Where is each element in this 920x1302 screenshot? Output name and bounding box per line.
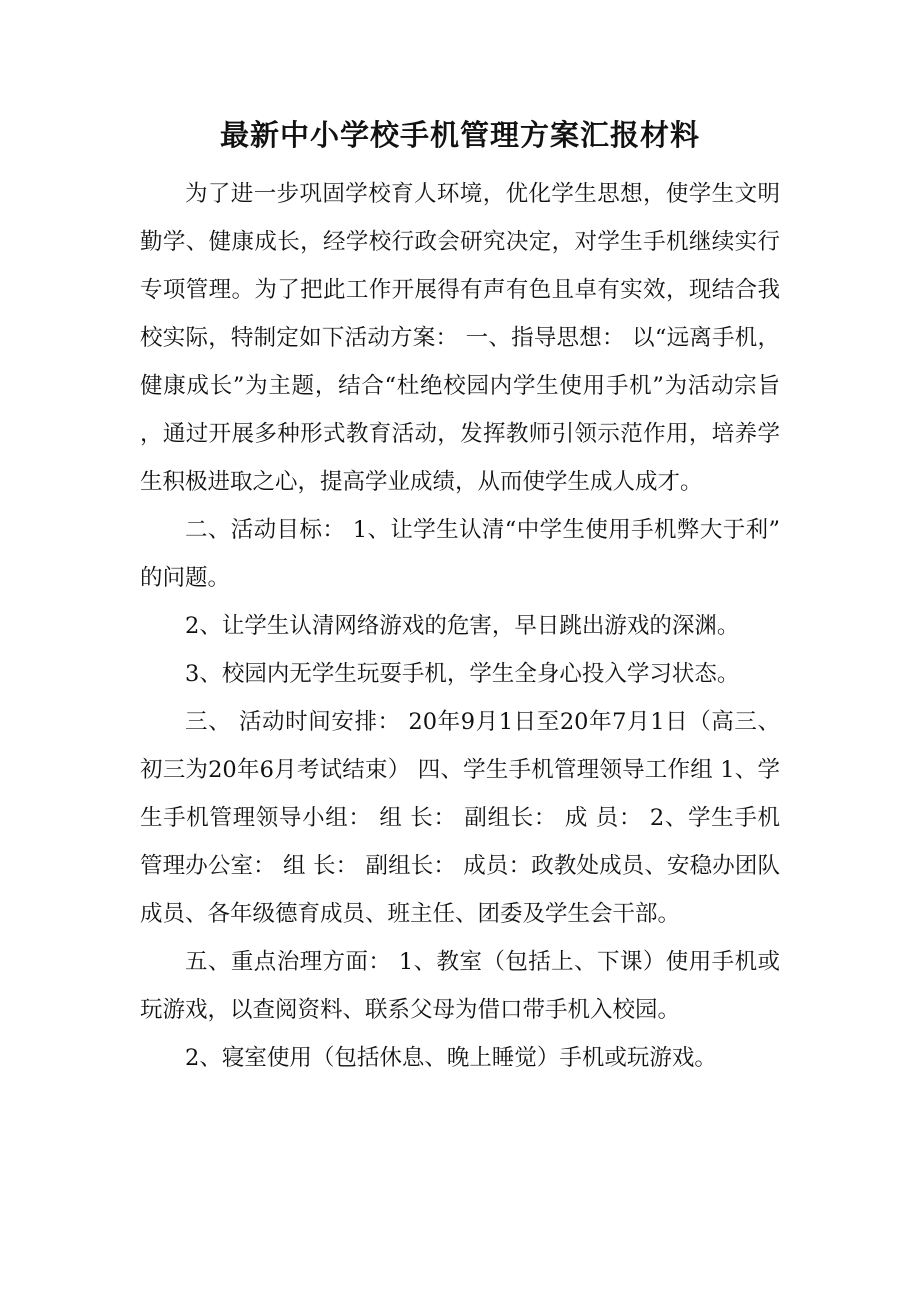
- paragraph-key-areas: 五、重点治理方面： 1、教室（包括上、下课）使用手机或玩游戏，以查阅资料、联系父母为借口带手机入校园。: [140, 949, 780, 1023]
- paragraph-schedule-and-team: 三、 活动时间安排： 20年9月1日至20年7月1日（高三、初三为20年6月考试结束） 四、学生手机管理领导工作组 1、学生手机管理领导小组： 组 长： 副组长： 成 员： 2、学生手机管理办公室： 组 长： 副组长： 成员：政教处成员、安稳办团队成员、各年级德育成员、班主任、团委及学生会干部。: [140, 709, 780, 927]
- paragraph-activity-goal: 二、活动目标： 1、让学生认清“中学生使用手机弊大于利”的问题。: [140, 517, 780, 591]
- paragraph-guiding-thought: 为了进一步巩固学校育人环境，优化学生思想，使学生文明勤学、健康成长，经学校行政会研究决定，对学生手机继续实行专项管理。为了把此工作开展得有声有色且卓有实效，现结合我校实际，特制定如下活动方案： 一、指导思想： 以“远离手机，健康成长”为主题，结合“杜绝校园内学生使用手机”为活动宗旨，通过开展多种形式教育活动，发挥教师引领示范作用，培养学生积极进取之心，提高学业成绩，从而使学生成人成才。: [140, 181, 780, 495]
- paragraph-goal-3: 3、校园内无学生玩耍手机，学生全身心投入学习状态。: [185, 661, 740, 687]
- paragraph-goal-2: 2、让学生认清网络游戏的危害，早日跳出游戏的深渊。: [185, 613, 740, 639]
- document-title: 最新中小学校手机管理方案汇报材料: [219, 118, 700, 152]
- paragraph-dormitory: 2、寝室使用（包括休息、晚上睡觉）手机或玩游戏。: [185, 1045, 717, 1071]
- document-body: [140, 170, 780, 1082]
